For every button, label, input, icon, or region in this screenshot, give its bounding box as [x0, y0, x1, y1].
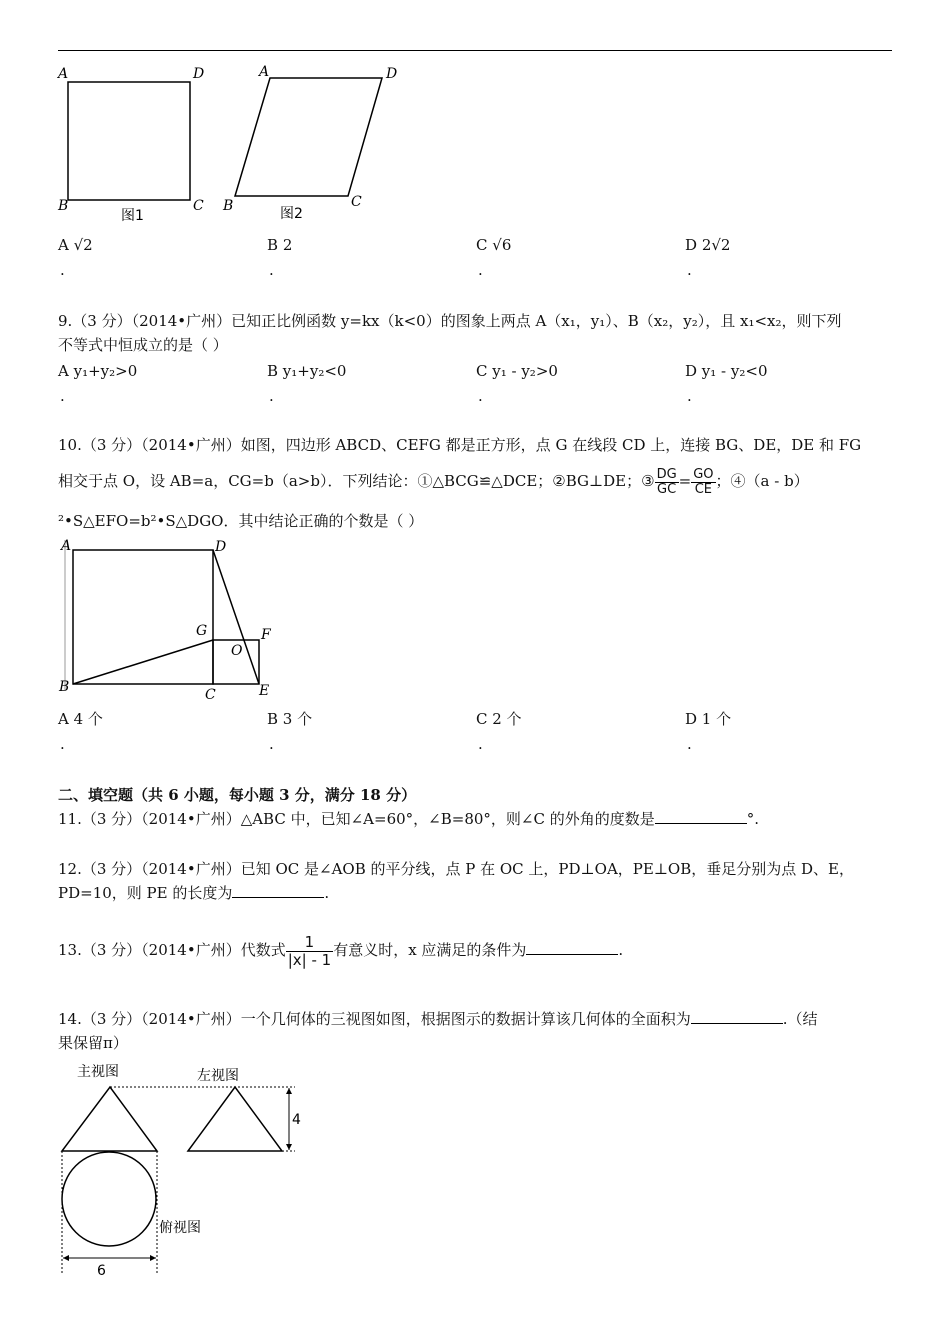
fig2-caption: 图2: [280, 206, 303, 222]
q8-option-c: C √6: [476, 236, 512, 254]
q8-option-d: D 2√2: [685, 236, 731, 254]
q9-line1: 9.（3 分）（2014•广州）已知正比例函数 y=kx（k<0）的图象上两点 A（x₁，y₁）、B（x₂，y₂），且 x₁<x₂，则下列: [58, 312, 842, 330]
q10-point-d: D: [215, 539, 227, 555]
q10-line2: 相交于点 O，设 AB=a，CG=b（a>b）．下列结论：①△BCG≌△DCE；②BG⊥DE；③ $\frac{DG}{GC}$ = $\frac{GO}{CE}$ ；④（a - b）: [58, 466, 809, 497]
fig1-point-c: C: [193, 198, 204, 214]
q10-line1: 10.（3 分）（2014•广州）如图，四边形 ABCD、CEFG 都是正方形，点 G 在线段 CD 上，连接 BG、DE，DE 和 FG: [58, 436, 862, 454]
q9-dot-b: .: [269, 387, 274, 405]
q10-point-a: A: [61, 538, 72, 554]
q9-dot-a: .: [60, 387, 65, 405]
q10-option-c: C 2 个: [476, 710, 522, 728]
q10-line3: ²•S△EFO=b²•S△DGO．其中结论正确的个数是（ ）: [58, 512, 424, 530]
q9-dot-c: .: [478, 387, 483, 405]
q8-figures: [55, 62, 415, 227]
q12-answer-blank[interactable]: [232, 883, 324, 898]
q10-dot-a: .: [60, 735, 65, 753]
q10-point-f: F: [261, 627, 271, 643]
front-view-label: 主视图: [77, 1064, 119, 1080]
q14-line1: 14.（3 分）（2014•广州）一个几何体的三视图如图，根据图示的数据计算该几何体的全面积为 .（结: [58, 1010, 818, 1028]
square-abcd: [73, 550, 213, 684]
parallelogram-figure: [235, 78, 382, 196]
q8-option-b: B 2: [267, 236, 293, 254]
height-label: 4: [292, 1112, 301, 1128]
q8-dot-b: .: [269, 261, 274, 279]
q10-point-c: C: [205, 687, 216, 703]
q10-point-o: O: [231, 643, 243, 659]
q9-line2: 不等式中恒成立的是（ ）: [58, 336, 228, 354]
q8-dot-c: .: [478, 261, 483, 279]
top-view-circle: [62, 1152, 156, 1246]
q10-dot-b: .: [269, 735, 274, 753]
q9-option-b: B y₁+y₂<0: [267, 362, 347, 380]
fig2-point-d: D: [386, 66, 398, 82]
section-2-title: 二、填空题（共 6 小题，每小题 3 分，满分 18 分）: [58, 786, 417, 804]
q8-option-a: A √2: [58, 236, 93, 254]
fig2-point-a: A: [259, 64, 270, 80]
q10-fraction-dg-gc: $\frac{DG}{GC}$: [656, 466, 677, 497]
front-view-triangle: [62, 1087, 157, 1151]
q12-line1: 12.（3 分）（2014•广州）已知 OC 是∠AOB 的平分线，点 P 在 OC 上，PD⊥OA，PE⊥OB，垂足分别为点 D、E，: [58, 860, 854, 878]
q11-answer-blank[interactable]: [655, 809, 747, 824]
q10-point-e: E: [259, 683, 270, 699]
left-view-label: 左视图: [197, 1068, 239, 1084]
q10-dot-d: .: [687, 735, 692, 753]
q10-dot-c: .: [478, 735, 483, 753]
q11: 11.（3 分）（2014•广州）△ABC 中，已知∠A=60°，∠B=80°，则∠C 的外角的度数是 °.: [58, 810, 760, 828]
top-view-label: 俯视图: [159, 1220, 201, 1236]
q10-option-d: D 1 个: [685, 710, 732, 728]
q14-line2: 果保留π）: [58, 1034, 128, 1052]
q13-fraction: $\frac{1}{|x| - 1}$: [287, 932, 332, 969]
q8-dot-a: .: [60, 261, 65, 279]
q10-point-g: G: [196, 623, 208, 639]
top-rule: [58, 50, 892, 51]
left-view-triangle: [188, 1087, 282, 1151]
fig1-point-a: A: [58, 66, 69, 82]
q13-answer-blank[interactable]: [526, 940, 618, 955]
segment-de: [213, 550, 259, 684]
q10-point-b: B: [59, 679, 70, 695]
fig1-point-b: B: [58, 198, 69, 214]
q10-figure: [55, 535, 285, 705]
q13: 13.（3 分）（2014•广州）代数式 $\frac{1}{|x| - 1}$ 有意义时，x 应满足的条件为 .: [58, 932, 624, 969]
q10-fraction-go-ce: $\frac{GO}{CE}$: [693, 466, 714, 497]
fig1-caption: 图1: [121, 208, 144, 224]
square-figure: [68, 82, 190, 200]
q12-line2: PD=10，则 PE 的长度为 .: [58, 884, 330, 902]
fig2-point-c: C: [351, 194, 362, 210]
q8-dot-d: .: [687, 261, 692, 279]
fig2-point-b: B: [223, 198, 234, 214]
fig1-point-d: D: [193, 66, 205, 82]
q9-option-d: D y₁ - y₂<0: [685, 362, 768, 380]
width-label: 6: [97, 1263, 106, 1279]
q9-option-a: A y₁+y₂>0: [58, 362, 138, 380]
segment-bg: [73, 640, 213, 684]
q14-answer-blank[interactable]: [691, 1009, 783, 1024]
q9-dot-d: .: [687, 387, 692, 405]
q10-option-b: B 3 个: [267, 710, 313, 728]
q9-option-c: C y₁ - y₂>0: [476, 362, 558, 380]
q10-option-a: A 4 个: [58, 710, 103, 728]
q14-three-views-figure: [55, 1058, 315, 1283]
